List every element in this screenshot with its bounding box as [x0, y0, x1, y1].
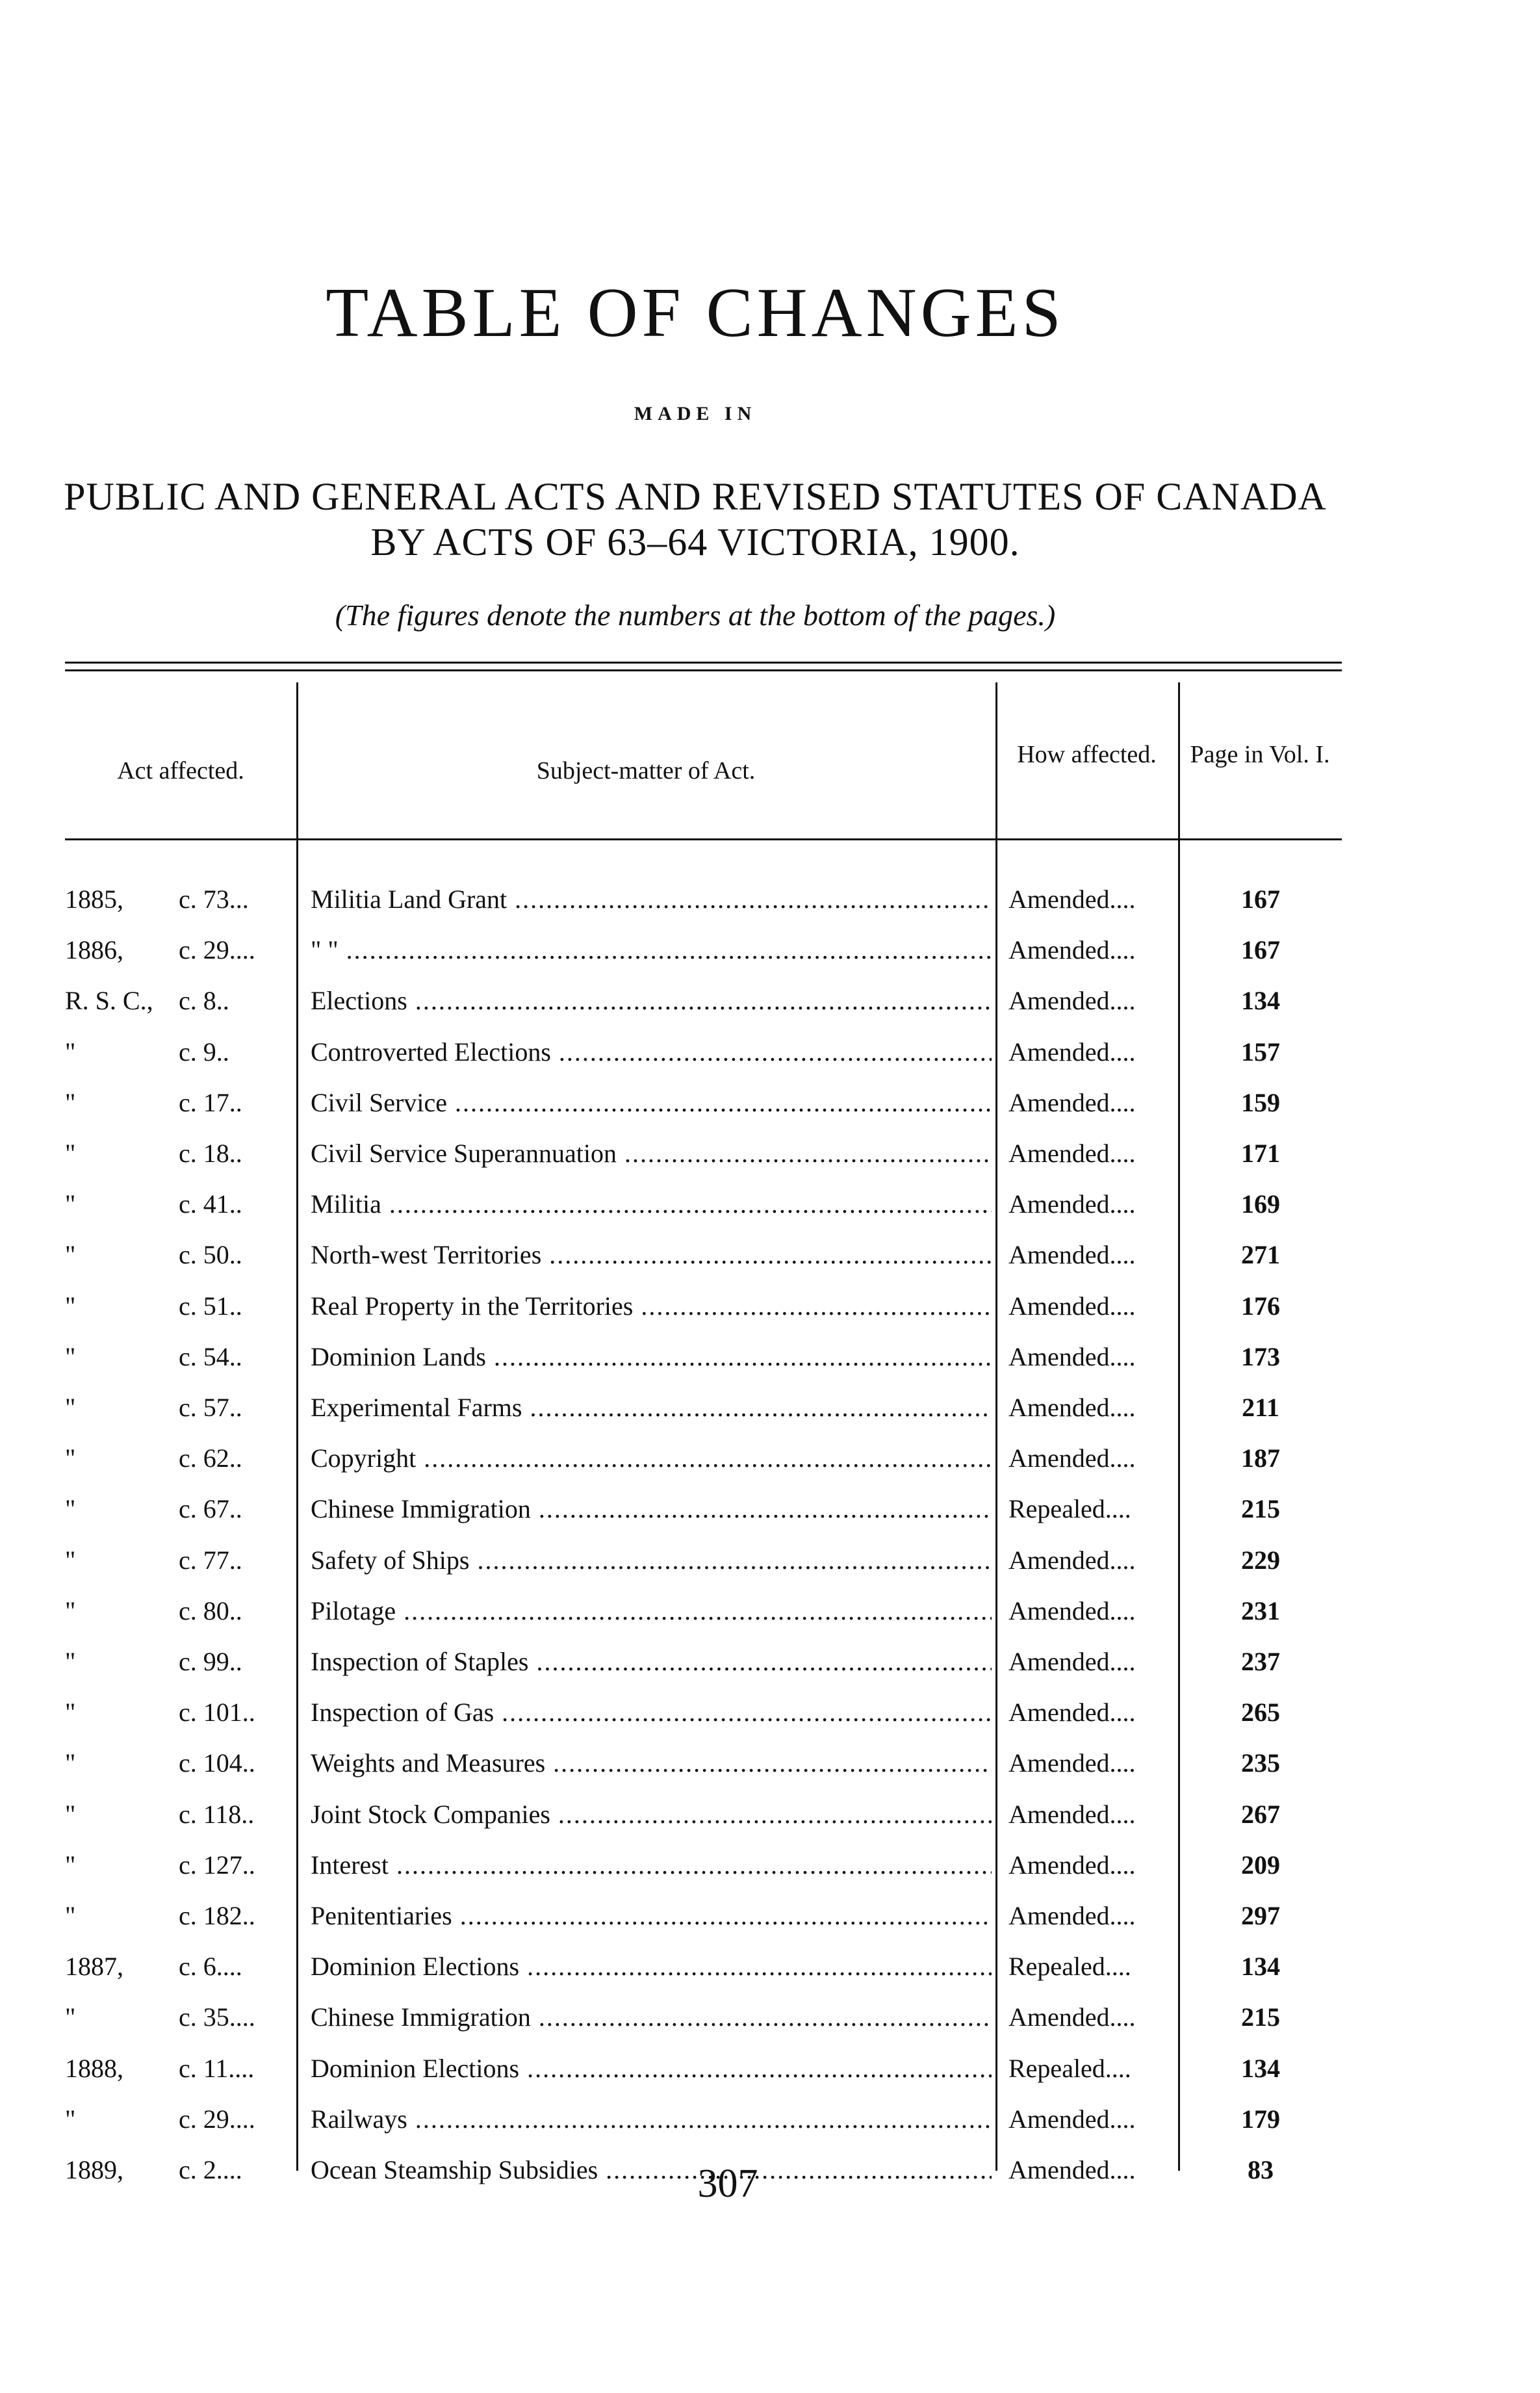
page-number-cell-text: 187 — [1241, 1443, 1280, 1473]
table-row — [0, 1230, 1540, 1280]
how-affected-cell-text: Amended.... — [1008, 2104, 1136, 2134]
table-row — [0, 1433, 1540, 1484]
act-chapter-cell — [179, 1281, 294, 1332]
subject-cell — [311, 1789, 992, 1840]
page-number-cell-text: 176 — [1241, 1291, 1280, 1321]
subject-cell-text: Civil Service ..... — [311, 1088, 992, 1117]
act-year-cell — [65, 1382, 175, 1433]
how-affected-cell — [1008, 1484, 1176, 1534]
footer-page-number: 307 — [697, 2162, 758, 2206]
how-affected-cell-text: Repealed.... — [1008, 1952, 1131, 1982]
page-number-cell-text: 134 — [1241, 2053, 1280, 2083]
act-year-cell-text: " — [65, 1596, 76, 1625]
act-chapter-cell — [179, 1941, 294, 1992]
subject-cell — [311, 1535, 992, 1586]
how-affected-cell — [1008, 1332, 1176, 1382]
column-header-page: Page in Vol. I. — [1190, 741, 1330, 768]
act-chapter-cell-text: c. 51.. — [179, 1291, 242, 1321]
act-year-cell-text: " — [65, 1748, 76, 1778]
act-year-cell — [65, 1891, 175, 1941]
act-year-cell — [65, 1484, 175, 1534]
subject-cell-text: Civil Service Superannuation ..... — [311, 1139, 992, 1168]
column-header-act: Act affected. — [117, 757, 244, 784]
act-chapter-cell — [179, 1484, 294, 1534]
act-chapter-cell-text: c. 67.. — [179, 1494, 242, 1524]
act-year-cell-text: 1889, — [65, 2155, 123, 2184]
heading-line-2: BY ACTS OF 63–64 VICTORIA, 1900. — [370, 521, 1020, 563]
subject-cell — [311, 1586, 992, 1636]
subject-cell — [311, 1687, 992, 1738]
subject-cell — [311, 925, 992, 976]
page-number-cell — [1189, 2043, 1332, 2094]
how-affected-cell-text: Amended.... — [1008, 1087, 1136, 1117]
act-year-cell — [65, 976, 175, 1026]
subject-cell-text: Ocean Steamship Subsidies ..... — [311, 2155, 992, 2184]
page-number-cell-text: 229 — [1241, 1545, 1280, 1575]
table-row — [0, 1332, 1540, 1382]
page-number-cell-text: 159 — [1241, 1087, 1280, 1117]
how-affected-cell-text: Amended.... — [1008, 1443, 1136, 1473]
how-affected-cell — [1008, 1840, 1176, 1891]
how-affected-cell — [1008, 1230, 1176, 1280]
page-number-cell-text: 211 — [1242, 1393, 1279, 1422]
act-chapter-cell — [179, 1687, 294, 1738]
act-chapter-cell-text: c. 73... — [179, 885, 249, 914]
how-affected-cell-text: Amended.... — [1008, 1901, 1136, 1930]
how-affected-cell — [1008, 1179, 1176, 1230]
act-year-cell-text: " — [65, 1240, 76, 1270]
how-affected-cell-text: Amended.... — [1008, 1647, 1136, 1676]
page-number-cell — [1189, 1586, 1332, 1636]
page-number-cell — [1189, 1179, 1332, 1230]
page-number-cell-text: 215 — [1241, 2002, 1280, 2032]
made-in-subtitle: MADE IN — [634, 403, 757, 424]
act-year-cell — [65, 1281, 175, 1332]
act-year-cell — [65, 1738, 175, 1789]
table-row — [0, 1687, 1540, 1738]
act-chapter-cell — [179, 976, 294, 1026]
how-affected-cell-text: Amended.... — [1008, 1393, 1136, 1422]
how-affected-cell — [1008, 874, 1176, 925]
act-chapter-cell — [179, 1382, 294, 1433]
act-chapter-cell — [179, 2094, 294, 2145]
act-chapter-cell-text: c. 127.. — [179, 1850, 255, 1880]
how-affected-cell — [1008, 1687, 1176, 1738]
table-row — [0, 1078, 1540, 1128]
subject-cell — [311, 1027, 992, 1078]
act-year-cell-text: " — [65, 1443, 76, 1473]
page-number-cell-text: 167 — [1241, 935, 1280, 965]
page-number-cell — [1189, 1636, 1332, 1687]
act-chapter-cell — [179, 1891, 294, 1941]
page-number-cell-text: 209 — [1241, 1850, 1280, 1880]
subject-cell-text: Joint Stock Companies ..... — [311, 1800, 992, 1829]
how-affected-cell — [1008, 1281, 1176, 1332]
how-affected-cell-text: Amended.... — [1008, 1545, 1136, 1575]
act-year-cell-text: " — [65, 2002, 76, 2032]
subject-cell-text: " " ..... — [311, 935, 992, 964]
how-affected-cell-text: Amended.... — [1008, 1291, 1136, 1321]
subject-cell — [311, 2094, 992, 2145]
page-number-cell — [1189, 1281, 1332, 1332]
subject-cell — [311, 976, 992, 1026]
act-year-cell-text: R. S. C., — [65, 986, 153, 1016]
subject-cell — [311, 1382, 992, 1433]
page-number-cell — [1189, 1382, 1332, 1433]
how-affected-cell-text: Amended.... — [1008, 1037, 1136, 1067]
subject-cell — [311, 1941, 992, 1992]
how-affected-cell — [1008, 925, 1176, 976]
subject-cell-text: Weights and Measures ..... — [311, 1748, 992, 1778]
subject-cell — [311, 874, 992, 925]
act-chapter-cell-text: c. 41.. — [179, 1189, 242, 1219]
act-year-cell-text: " — [65, 1393, 76, 1422]
subject-cell-text: Chinese Immigration ..... — [311, 2002, 992, 2032]
how-affected-cell — [1008, 1891, 1176, 1941]
page-number-cell-text: 235 — [1241, 1748, 1280, 1778]
act-chapter-cell-text: c. 80.. — [179, 1596, 242, 1625]
top-rule-thin — [65, 662, 1342, 664]
page-number-cell-text: 231 — [1241, 1596, 1280, 1625]
table-row — [0, 1535, 1540, 1586]
how-affected-cell-text: Amended.... — [1008, 1240, 1136, 1270]
act-chapter-cell-text: c. 8.. — [179, 986, 229, 1016]
table-row — [0, 1586, 1540, 1636]
how-affected-cell — [1008, 2043, 1176, 2094]
page-number-cell-text: 171 — [1241, 1139, 1280, 1168]
subject-cell-text: North-west Territories ..... — [311, 1240, 992, 1269]
act-chapter-cell-text: c. 11.... — [179, 2053, 255, 2083]
act-year-cell-text: " — [65, 1037, 76, 1067]
act-chapter-cell — [179, 2043, 294, 2094]
subject-cell-text: Experimental Farms ..... — [311, 1393, 992, 1422]
how-affected-cell — [1008, 976, 1176, 1026]
how-affected-cell — [1008, 1789, 1176, 1840]
act-year-cell-text: " — [65, 1647, 76, 1676]
act-year-cell-text: " — [65, 1291, 76, 1321]
act-year-cell — [65, 1992, 175, 2043]
table-row — [0, 2043, 1540, 2094]
act-year-cell-text: " — [65, 1698, 76, 1727]
act-year-cell — [65, 1179, 175, 1230]
subject-cell-text: Militia Land Grant ..... — [311, 885, 992, 914]
subject-cell — [311, 1128, 992, 1179]
table-row — [0, 1382, 1540, 1433]
how-affected-cell — [1008, 2145, 1176, 2195]
act-chapter-cell — [179, 1027, 294, 1078]
act-chapter-cell-text: c. 77.. — [179, 1545, 242, 1575]
page-number-cell — [1189, 1433, 1332, 1484]
act-chapter-cell — [179, 1840, 294, 1891]
page-number-cell-text: 134 — [1241, 1952, 1280, 1982]
act-year-cell — [65, 1586, 175, 1636]
act-year-cell — [65, 1433, 175, 1484]
act-chapter-cell-text: c. 50.. — [179, 1240, 242, 1270]
act-year-cell-text: " — [65, 1189, 76, 1219]
how-affected-cell — [1008, 1738, 1176, 1789]
page-number-cell — [1189, 1230, 1332, 1280]
page-number-cell-text: 271 — [1241, 1240, 1280, 1270]
how-affected-cell-text: Amended.... — [1008, 1799, 1136, 1829]
how-affected-cell — [1008, 1382, 1176, 1433]
subject-cell-text: Chinese Immigration ..... — [311, 1494, 992, 1523]
act-chapter-cell-text: c. 182.. — [179, 1901, 255, 1930]
subject-cell-text: Real Property in the Territories ..... — [311, 1291, 992, 1321]
page-number-cell-text: 215 — [1241, 1494, 1280, 1524]
header-bottom-rule — [65, 838, 1342, 840]
page-number-cell-text: 173 — [1241, 1341, 1280, 1371]
act-year-cell — [65, 1840, 175, 1891]
act-year-cell — [65, 1687, 175, 1738]
subject-cell-text: Militia ..... — [311, 1189, 992, 1219]
subject-cell — [311, 1840, 992, 1891]
act-chapter-cell — [179, 1586, 294, 1636]
act-year-cell-text: " — [65, 1139, 76, 1168]
subject-cell — [311, 1484, 992, 1534]
how-affected-cell-text: Amended.... — [1008, 1139, 1136, 1168]
act-chapter-cell-text: c. 29.... — [179, 2104, 255, 2134]
act-chapter-cell-text: c. 101.. — [179, 1698, 255, 1727]
page-number-cell — [1189, 1027, 1332, 1078]
how-affected-cell — [1008, 1027, 1176, 1078]
page-number-cell — [1189, 1687, 1332, 1738]
how-affected-cell-text: Amended.... — [1008, 2155, 1136, 2184]
act-year-cell — [65, 1789, 175, 1840]
subject-cell — [311, 1636, 992, 1687]
figures-note: (The figures denote the numbers at the bottom of the pages.) — [335, 599, 1056, 632]
act-year-cell — [65, 2043, 175, 2094]
page-number-cell — [1189, 1891, 1332, 1941]
subject-cell — [311, 1332, 992, 1382]
act-year-cell-text: " — [65, 1494, 76, 1524]
how-affected-cell — [1008, 1636, 1176, 1687]
how-affected-cell-text: Amended.... — [1008, 935, 1136, 965]
act-chapter-cell — [179, 1992, 294, 2043]
act-year-cell-text: " — [65, 1901, 76, 1930]
page-number-cell — [1189, 1332, 1332, 1382]
how-affected-cell-text: Amended.... — [1008, 1850, 1136, 1880]
table-row — [0, 1179, 1540, 1230]
table-row — [0, 2094, 1540, 2145]
how-affected-cell-text: Amended.... — [1008, 885, 1136, 914]
subject-cell-text: Controverted Elections ..... — [311, 1037, 992, 1067]
page-number-cell — [1189, 1789, 1332, 1840]
page-number-cell-text: 267 — [1241, 1799, 1280, 1829]
page-number-cell — [1189, 1992, 1332, 2043]
page-number-cell — [1189, 2094, 1332, 2145]
page-number-cell-text: 265 — [1241, 1698, 1280, 1727]
subject-cell-text: Dominion Elections ..... — [311, 1952, 992, 1981]
act-chapter-cell — [179, 1078, 294, 1128]
page-number-cell — [1189, 1078, 1332, 1128]
page-number-cell-text: 169 — [1241, 1189, 1280, 1219]
table-row — [0, 1941, 1540, 1992]
subject-cell — [311, 1179, 992, 1230]
table-row — [0, 1738, 1540, 1789]
act-year-cell — [65, 1027, 175, 1078]
page-number-cell — [1189, 874, 1332, 925]
act-year-cell — [65, 1636, 175, 1687]
act-year-cell-text: " — [65, 1087, 76, 1117]
act-chapter-cell — [179, 2145, 294, 2195]
subject-cell-text: Elections ..... — [311, 986, 992, 1015]
how-affected-cell-text: Repealed.... — [1008, 1494, 1131, 1524]
subject-cell — [311, 1230, 992, 1280]
act-chapter-cell-text: c. 62.. — [179, 1443, 242, 1473]
how-affected-cell — [1008, 1586, 1176, 1636]
top-rule-thick — [65, 669, 1342, 671]
act-chapter-cell-text: c. 118.. — [179, 1799, 255, 1829]
page-number-cell — [1189, 2145, 1332, 2195]
how-affected-cell — [1008, 1535, 1176, 1586]
table-row — [0, 1027, 1540, 1078]
act-chapter-cell — [179, 1789, 294, 1840]
how-affected-cell-text: Repealed.... — [1008, 2053, 1131, 2083]
how-affected-cell — [1008, 1078, 1176, 1128]
table-row — [0, 1484, 1540, 1534]
how-affected-cell — [1008, 1128, 1176, 1179]
heading-line-1: PUBLIC AND GENERAL ACTS AND REVISED STATUTES OF CANADA — [64, 475, 1327, 518]
act-year-cell — [65, 874, 175, 925]
act-year-cell-text: 1885, — [65, 885, 123, 914]
page-number-cell — [1189, 1738, 1332, 1789]
table-row — [0, 1891, 1540, 1941]
page-number-cell-text: 83 — [1248, 2155, 1274, 2184]
act-year-cell-text: " — [65, 1545, 76, 1575]
subject-cell — [311, 1738, 992, 1789]
act-year-cell — [65, 1941, 175, 1992]
subject-cell — [311, 1891, 992, 1941]
act-chapter-cell — [179, 1230, 294, 1280]
subject-cell-text: Interest ..... — [311, 1850, 992, 1880]
act-chapter-cell — [179, 1179, 294, 1230]
page-number-cell — [1189, 1840, 1332, 1891]
act-chapter-cell-text: c. 6.... — [179, 1952, 242, 1982]
page-number-cell — [1189, 1535, 1332, 1586]
table-row — [0, 1281, 1540, 1332]
subject-cell-text: Pilotage ..... — [311, 1596, 992, 1625]
act-chapter-cell-text: c. 2.... — [179, 2155, 242, 2184]
table-row — [0, 1840, 1540, 1891]
how-affected-cell-text: Amended.... — [1008, 986, 1136, 1016]
table-row — [0, 1636, 1540, 1687]
act-year-cell-text: " — [65, 1799, 76, 1829]
how-affected-cell-text: Amended.... — [1008, 1596, 1136, 1625]
act-year-cell — [65, 1332, 175, 1382]
act-chapter-cell-text: c. 29.... — [179, 935, 255, 965]
subject-cell-text: Dominion Lands ..... — [311, 1342, 992, 1371]
how-affected-cell-text: Amended.... — [1008, 1189, 1136, 1219]
page-number-cell-text: 134 — [1241, 986, 1280, 1016]
page-number-cell-text: 167 — [1241, 885, 1280, 914]
page-number-cell — [1189, 1484, 1332, 1534]
act-chapter-cell — [179, 1738, 294, 1789]
column-header-subject: Subject-matter of Act. — [536, 757, 756, 784]
act-chapter-cell-text: c. 57.. — [179, 1393, 242, 1422]
subject-cell-text: Safety of Ships ..... — [311, 1546, 992, 1575]
table-row — [0, 976, 1540, 1026]
act-chapter-cell-text: c. 54.. — [179, 1341, 242, 1371]
how-affected-cell — [1008, 1433, 1176, 1484]
table-row — [0, 1128, 1540, 1179]
act-year-cell-text: 1888, — [65, 2053, 123, 2083]
act-chapter-cell-text: c. 35.... — [179, 2002, 255, 2032]
act-chapter-cell-text: c. 9.. — [179, 1037, 229, 1067]
how-affected-cell — [1008, 1941, 1176, 1992]
how-affected-cell-text: Amended.... — [1008, 2002, 1136, 2032]
act-chapter-cell — [179, 1128, 294, 1179]
subject-cell-text: Railways ..... — [311, 2104, 992, 2134]
column-header-how: How affected. — [1017, 741, 1157, 768]
act-chapter-cell — [179, 874, 294, 925]
act-chapter-cell — [179, 925, 294, 976]
page-number-cell-text: 179 — [1241, 2104, 1280, 2134]
how-affected-cell-text: Amended.... — [1008, 1698, 1136, 1727]
page-number-cell — [1189, 1941, 1332, 1992]
page-number-cell-text: 157 — [1241, 1037, 1280, 1067]
table-row — [0, 1789, 1540, 1840]
table-row — [0, 874, 1540, 925]
act-chapter-cell-text: c. 99.. — [179, 1647, 242, 1676]
act-chapter-cell — [179, 1332, 294, 1382]
page-number-cell — [1189, 976, 1332, 1026]
table-row — [0, 1992, 1540, 2043]
act-year-cell — [65, 1128, 175, 1179]
act-year-cell — [65, 2094, 175, 2145]
page-number-cell — [1189, 1128, 1332, 1179]
act-year-cell-text: " — [65, 1850, 76, 1880]
act-chapter-cell-text: c. 104.. — [179, 1748, 255, 1778]
act-chapter-cell — [179, 1535, 294, 1586]
subject-cell — [311, 1078, 992, 1128]
subject-cell-text: Inspection of Staples ..... — [311, 1647, 992, 1676]
subject-cell-text: Copyright ..... — [311, 1443, 992, 1473]
page-number-cell — [1189, 925, 1332, 976]
act-year-cell — [65, 1078, 175, 1128]
table-row — [0, 925, 1540, 976]
act-chapter-cell-text: c. 18.. — [179, 1139, 242, 1168]
how-affected-cell-text: Amended.... — [1008, 1341, 1136, 1371]
act-year-cell — [65, 925, 175, 976]
subject-cell — [311, 1433, 992, 1484]
how-affected-cell — [1008, 1992, 1176, 2043]
act-year-cell-text: " — [65, 1341, 76, 1371]
page-title: TABLE OF CHANGES — [326, 274, 1065, 352]
subject-cell — [311, 2043, 992, 2094]
act-year-cell — [65, 1535, 175, 1586]
subject-cell — [311, 1992, 992, 2043]
subject-cell-text: Inspection of Gas ..... — [311, 1698, 992, 1727]
page-number-cell-text: 297 — [1241, 1901, 1280, 1930]
act-chapter-cell-text: c. 17.. — [179, 1087, 242, 1117]
act-year-cell-text: 1887, — [65, 1952, 123, 1982]
page-number-cell-text: 237 — [1241, 1647, 1280, 1676]
subject-cell-text: Dominion Elections ..... — [311, 2054, 992, 2083]
act-year-cell — [65, 1230, 175, 1280]
subject-cell-text: Penitentiaries ..... — [311, 1901, 992, 1930]
how-affected-cell — [1008, 2094, 1176, 2145]
act-year-cell — [65, 2145, 175, 2195]
act-chapter-cell — [179, 1433, 294, 1484]
act-year-cell-text: 1886, — [65, 935, 123, 965]
how-affected-cell-text: Amended.... — [1008, 1748, 1136, 1778]
act-chapter-cell — [179, 1636, 294, 1687]
subject-cell — [311, 1281, 992, 1332]
act-year-cell-text: " — [65, 2104, 76, 2134]
